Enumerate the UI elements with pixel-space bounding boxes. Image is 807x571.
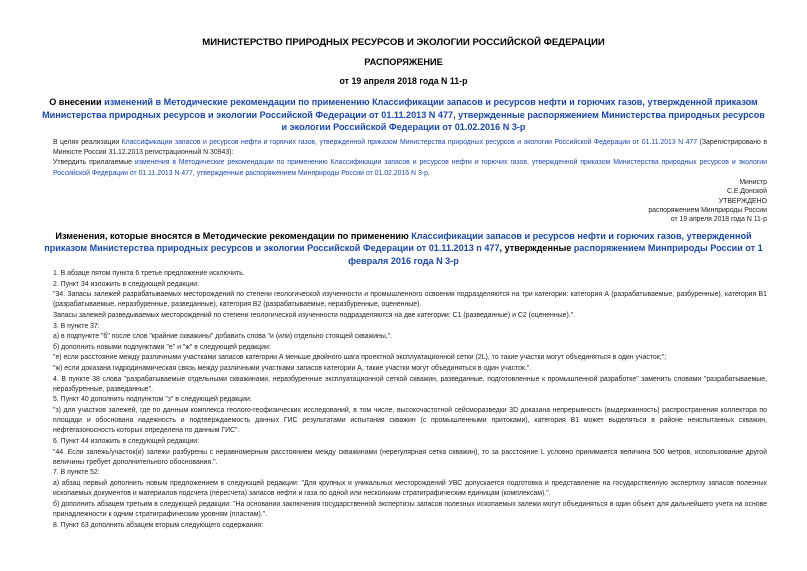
- approval-date: от 19 апреля 2018 года N 11-р: [670, 216, 767, 224]
- list-item: 3. В пункте 37:: [53, 322, 100, 330]
- list-item: "ж) если доказана гидродинамическая связь между различными участками запасов категории А, такие участки могут объединяться в один участок.".: [53, 364, 532, 372]
- list-item: 1. В абзаце пятом пункта 6 третье предложение исключить.: [53, 270, 245, 277]
- document-subject: [40, 96, 767, 134]
- list-item: 4. В пункте 38 слова "разрабатываемые отдельными скважинами, неразбуренные эксплуатационной сеткой скважин, разведанные, подготовленные к промышленной разработке" заменить словами "разрабатываемые, неразбуренные, разведанные".: [53, 375, 767, 393]
- list-item: а) абзац первый дополнить новым предложением в следующей редакции: "Для крупных и уникальных месторождений УВС допускается подготовка и представление на государственную экспертизу запасов полезных ископаемых документов и материалов подсчета (пересчета) запасов нефти и газа по одной или нескольким стратиграфическим единицам (комплексам).".: [53, 479, 767, 498]
- preamble-p1-suffix: (Зарегистрировано в Минюсте России 31.12.2013 регистрационный N 30943):: [53, 139, 767, 157]
- ministry-title: МИНИСТЕРСТВО ПРИРОДНЫХ РЕСУРСОВ И ЭКОЛОГИИ РОССИЙСКОЙ ФЕДЕРАЦИИ: [202, 37, 605, 48]
- preamble-paragraph-2: [53, 158, 767, 178]
- subject-link[interactable]: изменений в Методические рекомендации по применению Классификации запасов и ресурсов нефти и горючих газов, утвержденной приказом Министерства природных ресурсов и экологии Российской Федерации от 01.11.2013 N 477, утвержденные распоряжением Министерства природных ресурсов и экологии Российской Федерации от 01.02.2016 N 3-р: [42, 97, 765, 132]
- signature-name: С.Е.Донской: [726, 188, 767, 196]
- signature-role: Министр: [739, 179, 767, 186]
- list-item: "е) если расстояние между различными участками запасов категории А меньше двойного шага проектной эксплуатационной сетки (2L), то такие участки могут объединяться в один участок;";: [53, 354, 666, 362]
- classification-link[interactable]: Классификации запасов и ресурсов нефти и горючих газов, утвержденной приказом Министерства природных ресурсов и экологии Российской Федерации от 01.11.2013 N 477: [121, 139, 698, 146]
- document-type: РАСПОРЯЖЕНИЕ: [364, 57, 443, 67]
- date-number-text: от 19 апреля 2018 года N 11-р: [339, 76, 468, 86]
- changes-title-middle: , утвержденные: [499, 243, 574, 254]
- list-item: б) дополнить новыми подпунктами "е" и "ж" в следующей редакции:: [53, 343, 271, 351]
- list-item: 2. Пункт 34 изложить в следующей редакции:: [53, 280, 199, 288]
- changes-title-link-1[interactable]: Классификации запасов и ресурсов нефти и горючих газов, утвержденной приказом Министерства природных ресурсов и экологии Российской Федерации от 01.11.2013 n 477: [44, 231, 752, 254]
- preamble-paragraph-1: [53, 138, 767, 158]
- preamble-p2-suffix: .: [427, 169, 430, 177]
- list-item: "44. Если залежь/участок(и) залежи разбурены с неравномерным расстоянием между скважинами (нерегулярная сетка скважин), то за расстояние L условно принимается величина 500 метров, использование другой величины требует дополнительного обоснования.".: [53, 448, 767, 466]
- changes-link[interactable]: изменения в Методические рекомендации по применению Классификации запасов и ресурсов нефти и горючих газов, утвержденной приказом Министерства природных ресурсов и экологии Российской Федерации от 01.11.2013 N 477, утвержденные распоряжением Минприроды России от 01.02.2016 N 3-р: [53, 159, 767, 177]
- list-item: "34. Запасы залежей разрабатываемых месторождений по степени геологической изученности и промышленного освоения подразделяются на три категории: категория А (разрабатываемые, разбуренные), категория В1 (разрабатываемые, неразбуренные, разведанные), категория В2 (разрабатываемые, неразбуренные, оцененные).: [53, 291, 767, 309]
- preamble-p2-prefix: Утвердить прилагаемые: [53, 159, 135, 167]
- document-date-number: [0, 76, 807, 86]
- changes-list: [53, 269, 767, 531]
- list-item: а) в подпункте "б" после слов "крайние скважины" добавить слова "и (или) отдельно стоящей скважины,".: [53, 333, 393, 341]
- signature-block: [648, 178, 767, 224]
- list-item: б) дополнить абзацем третьим в следующей редакции: "На основании заключения государственной экспертизы запасов полезных ископаемых залежи могут объединяться в один объект для дальнейшего учета на основе принадлежности к одним стратиграфическим уровням (пластам).".: [53, 500, 767, 518]
- changes-title-prefix: Изменения, которые вносятся в Методические рекомендации по применению: [55, 231, 412, 241]
- preamble-p1-prefix: В целях реализации: [53, 139, 122, 146]
- list-item: Запасы залежей разведываемых месторождений по степени геологической изученности подразделяются на две категории: С1 (разведанные) и С2 (оцененные).".: [53, 311, 576, 319]
- approval-label: УТВЕРЖДЕНО: [718, 197, 767, 205]
- list-item: 7. В пункте 52:: [53, 469, 100, 477]
- list-item: 8. Пункт 63 дополнить абзацем вторым следующего содержания:: [53, 521, 263, 529]
- changes-title: [40, 230, 767, 267]
- list-item: 6. Пункт 44 изложить в следующей редакции:: [53, 437, 199, 445]
- list-item: 5. Пункт 40 дополнить подпунктом "з" в следующей редакции:: [53, 396, 252, 404]
- list-item: "з) для участков залежей, где по данным комплекса геолого-геофизических исследований, в том числе, высокочастотной сейсморазведки 3D доказана непрерывность (выдержанность) распространения коллектора по площади и обоснована надежность и подтверждаемость данных ГИС результатами испытания скважин (с промышленными притоками), категория В1 может выделяться в районе неиспытанных скважин, нефтегазоносность которых определена по данным ГИС".: [53, 406, 767, 435]
- changes-title-link-2[interactable]: распоряжением Минприроды России от 1 февраля 2016 года N 3-р: [348, 243, 763, 266]
- preamble: [53, 138, 767, 179]
- subject-prefix: О внесении: [49, 97, 105, 107]
- approval-by: распоряжением Минприроды России: [648, 206, 767, 214]
